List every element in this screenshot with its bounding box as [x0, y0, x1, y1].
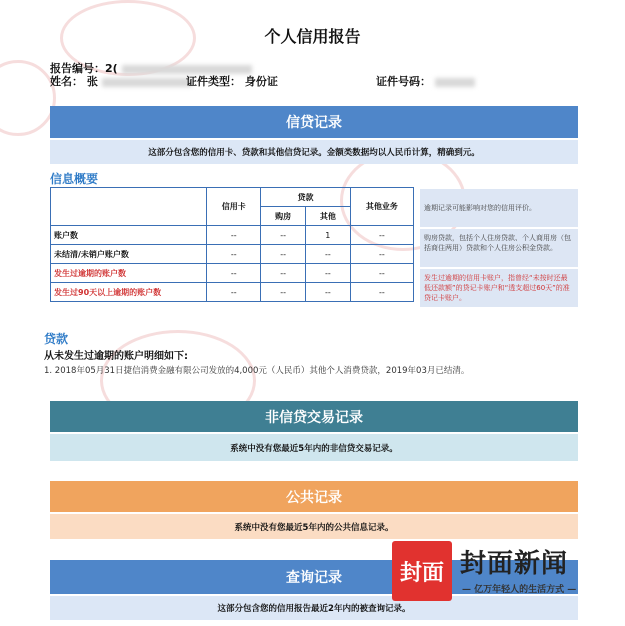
table-cell: -- [350, 264, 413, 283]
table-cell: -- [207, 283, 261, 302]
table-row [51, 283, 414, 302]
public-section-title: 公共记录 [286, 489, 342, 506]
col-housing: 购房 [261, 207, 306, 226]
loan-label: 贷款 [44, 332, 69, 346]
query-section-title: 查询记录 [286, 570, 342, 586]
row-label: 未结清/未销户账户数 [51, 245, 207, 264]
table-row [51, 226, 414, 245]
table-cell: 1 [306, 226, 351, 245]
credit-section-title: 信贷记录 [286, 115, 342, 131]
loan-item: 1. 2018年05月31日捷信消费金融有限公司发放的4,000元（人民币）其他个人消费贷款，2019年03月已结清。 [44, 366, 470, 376]
row-label: 发生过90天以上逾期的账户数 [51, 283, 207, 302]
table-cell: -- [306, 283, 351, 302]
table-cell: -- [306, 245, 351, 264]
redacted-block [102, 78, 192, 87]
report-number-value: 2( [105, 62, 118, 75]
non-credit-description: 系统中没有您最近5年内的非信贷交易记录。 [50, 434, 578, 461]
table-cell: -- [207, 245, 261, 264]
note-housing-loan: 购房贷款，包括个人住房贷款、个人商用房（包括商住两用）贷款和个人住房公积金贷款。 [420, 229, 578, 267]
seal-watermark [0, 60, 56, 136]
col-other: 其他 [306, 207, 351, 226]
credit-section-header [50, 106, 578, 138]
table-cell: -- [261, 226, 306, 245]
table-cell: -- [207, 226, 261, 245]
loan-heading: 从未发生过逾期的账户明细如下: [44, 351, 188, 362]
non-credit-section-header [50, 401, 578, 432]
row-label: 账户数 [51, 226, 207, 245]
table-cell: -- [350, 245, 413, 264]
col-other-business: 其他业务 [350, 188, 413, 226]
col-credit-card: 信用卡 [207, 188, 261, 226]
overview-label: 信息概要 [50, 172, 99, 186]
table-cell: -- [261, 283, 306, 302]
cover-news-brand: 封面新闻 [460, 549, 569, 579]
report-title: 个人信用报告 [264, 27, 361, 46]
name-label: 姓名： [50, 75, 83, 88]
cover-news-tagline: — 亿万年轻人的生活方式 — [462, 585, 577, 595]
redacted-block [435, 78, 475, 87]
name-row [50, 73, 192, 89]
id-type-value: 身份证 [244, 75, 278, 88]
note-overdue-card: 发生过逾期的信用卡账户，指曾经“未按时还最低还款额”的贷记卡账户和“透支超过60天”的准贷记卡账户。 [420, 269, 578, 307]
id-type-label: 证件类型： [186, 75, 241, 88]
cover-news-logo: 封面 [392, 541, 452, 601]
table-cell: -- [207, 264, 261, 283]
credit-section-description: 这部分包含您的信用卡、贷款和其他信贷记录。金额类数据均以人民币计算，精确到元。 [50, 140, 578, 164]
table-row [51, 245, 414, 264]
id-type-row [186, 73, 278, 89]
row-label: 发生过逾期的账户数 [51, 264, 207, 283]
id-number-row [376, 73, 475, 89]
id-number-label: 证件号码： [376, 75, 431, 88]
non-credit-section-title: 非信贷交易记录 [265, 409, 363, 426]
public-description: 系统中没有您最近5年内的公共信息记录。 [50, 514, 578, 539]
table-cell: -- [261, 264, 306, 283]
table-cell: -- [261, 245, 306, 264]
table-corner [51, 188, 207, 226]
table-cell: -- [306, 264, 351, 283]
overview-table [50, 187, 414, 302]
table-cell: -- [350, 226, 413, 245]
public-section-header [50, 481, 578, 512]
note-overdue-impact: 逾期记录可能影响对您的信用评价。 [420, 189, 578, 227]
name-value: 张 [86, 75, 98, 88]
query-description: 这部分包含您的信用报告最近2年内的被查询记录。 [50, 596, 578, 620]
col-loan: 贷款 [261, 188, 350, 207]
table-row [51, 264, 414, 283]
table-cell: -- [350, 283, 413, 302]
report-number-label: 报告编号： [50, 62, 105, 75]
